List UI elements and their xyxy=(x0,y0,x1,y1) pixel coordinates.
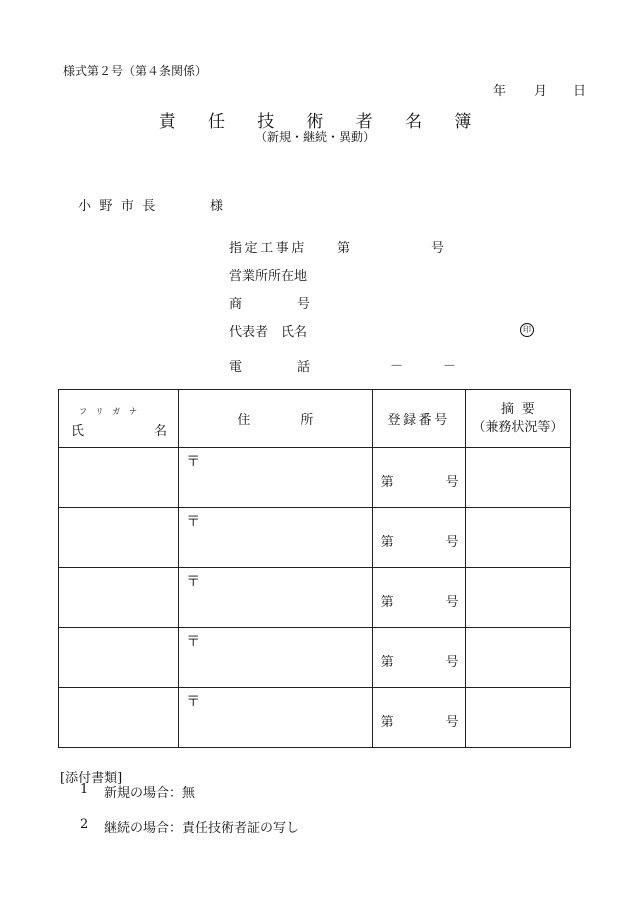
table-row xyxy=(59,508,571,568)
regno-go: 号 xyxy=(445,475,459,490)
header-address-1: 住 xyxy=(237,413,251,428)
title-char: 名 xyxy=(405,112,423,132)
header-name xyxy=(59,390,179,448)
address-cell[interactable] xyxy=(179,508,372,568)
attachment-text: 継続の場合：責任技術者証の写し xyxy=(104,821,300,836)
representative-label: 代表者 氏名 xyxy=(229,325,308,340)
title-char: 任 xyxy=(207,112,225,132)
date-year: 年 xyxy=(493,84,507,99)
trade-name-label-1: 商 xyxy=(229,297,243,312)
header-address xyxy=(179,390,372,448)
table-row xyxy=(59,448,571,508)
regno-dai: 第 xyxy=(380,715,394,730)
attachment-number: 2 xyxy=(80,817,89,832)
addressee-honorific: 様 xyxy=(210,199,224,214)
phone-label-2: 話 xyxy=(297,360,311,375)
postal-mark-icon: 〒 xyxy=(186,634,201,650)
header-name-label xyxy=(71,420,167,439)
postal-mark-icon: 〒 xyxy=(186,514,201,530)
registration-number-cell[interactable] xyxy=(372,688,465,748)
remarks-cell[interactable] xyxy=(465,628,570,688)
seal-mark-icon: 印 xyxy=(520,323,534,337)
title-char: 責 xyxy=(158,112,176,132)
registration-number-cell[interactable] xyxy=(372,568,465,628)
remarks-cell[interactable] xyxy=(465,688,570,748)
name-cell[interactable] xyxy=(59,688,179,748)
phone-separator-2: － xyxy=(443,359,457,374)
designated-store-dai: 第 xyxy=(337,241,351,256)
name-cell[interactable] xyxy=(59,508,179,568)
registration-number-cell[interactable] xyxy=(372,628,465,688)
address-cell[interactable] xyxy=(179,568,372,628)
regno-go: 号 xyxy=(445,595,459,610)
date-month: 月 xyxy=(534,84,548,99)
regno-dai: 第 xyxy=(380,535,394,550)
header-name-1: 氏 xyxy=(71,424,85,439)
header-registration-number: 登録番号 xyxy=(372,390,465,448)
table-row xyxy=(59,568,571,628)
postal-mark-icon: 〒 xyxy=(186,574,201,590)
header-remarks-line1: 摘要 xyxy=(500,401,543,417)
remarks-cell[interactable] xyxy=(465,508,570,568)
regno-dai: 第 xyxy=(380,655,394,670)
phone-label-1: 電 xyxy=(229,360,243,375)
attachment-text: 新規の場合：無 xyxy=(104,786,196,801)
remarks-cell[interactable] xyxy=(465,448,570,508)
document-subtitle: （新規・継続・異動） xyxy=(254,130,375,144)
date-day: 日 xyxy=(573,84,587,99)
header-remarks-line2: （兼務状況等） xyxy=(472,419,564,435)
title-char: 術 xyxy=(306,112,324,132)
header-address-2: 所 xyxy=(300,413,314,428)
phone-separator-1: － xyxy=(390,359,404,374)
address-cell[interactable] xyxy=(179,628,372,688)
name-cell[interactable] xyxy=(59,568,179,628)
table-header-row xyxy=(59,390,571,448)
attachments-title: [添付書類] xyxy=(60,771,123,786)
registration-number-cell[interactable] xyxy=(372,448,465,508)
title-char: 技 xyxy=(257,112,275,132)
regno-go: 号 xyxy=(445,655,459,670)
title-char: 者 xyxy=(355,112,373,132)
header-furigana: フリガナ xyxy=(79,407,146,416)
postal-mark-icon: 〒 xyxy=(186,454,201,470)
office-address-label: 営業所所在地 xyxy=(229,269,308,284)
addressee-name: 小野市長 xyxy=(78,199,164,214)
table-row xyxy=(59,688,571,748)
title-char: 簿 xyxy=(454,112,472,132)
address-cell[interactable] xyxy=(179,688,372,748)
regno-go: 号 xyxy=(445,715,459,730)
name-cell[interactable] xyxy=(59,628,179,688)
form-number: 様式第２号（第４条関係） xyxy=(63,64,208,78)
address-cell[interactable] xyxy=(179,448,372,508)
designated-store-label: 指定工事店 xyxy=(229,241,308,256)
name-cell[interactable] xyxy=(59,448,179,508)
regno-dai: 第 xyxy=(380,595,394,610)
registration-number-cell[interactable] xyxy=(372,508,465,568)
designated-store-go: 号 xyxy=(431,241,445,256)
header-remarks xyxy=(465,390,570,448)
attachment-number: 1 xyxy=(80,782,89,797)
postal-mark-icon: 〒 xyxy=(186,694,201,710)
remarks-cell[interactable] xyxy=(465,568,570,628)
header-name-2: 名 xyxy=(154,424,168,439)
regno-go: 号 xyxy=(445,535,459,550)
technician-register-table xyxy=(58,389,571,748)
trade-name-label-2: 号 xyxy=(297,297,311,312)
regno-dai: 第 xyxy=(380,475,394,490)
table-row xyxy=(59,628,571,688)
